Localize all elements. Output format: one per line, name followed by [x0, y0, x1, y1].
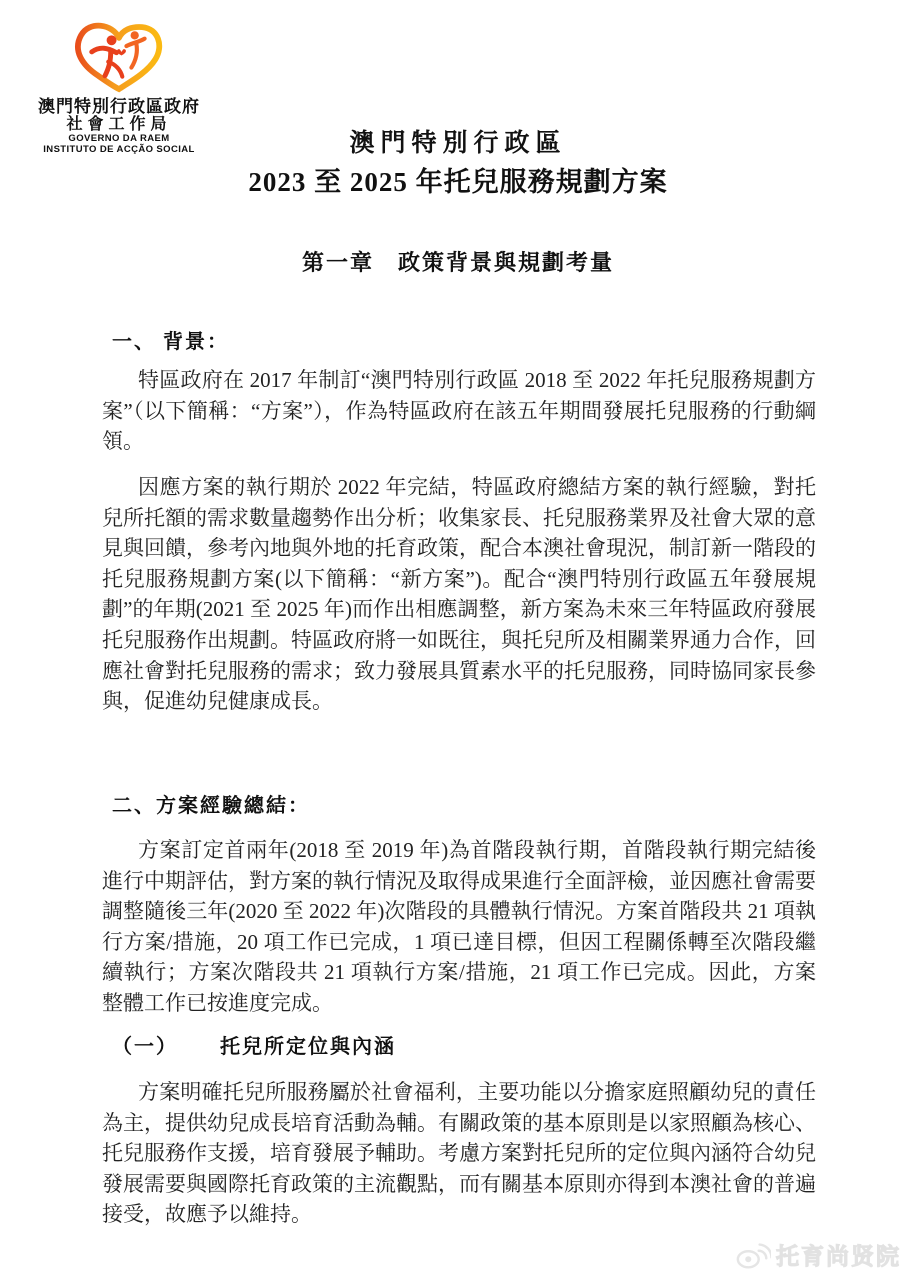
org-name-portuguese-line1: GOVERNO DA RAEM — [68, 133, 170, 144]
document-title — [100, 128, 816, 199]
section-heading-background: 一、 背景： — [112, 331, 229, 353]
org-name-chinese-line1: 澳門特別行政區政府 — [38, 97, 200, 116]
ias-heart-logo-icon — [69, 18, 169, 94]
document-title-line1: 澳門特別行政區 — [349, 130, 567, 157]
paragraph-positioning: 方案明確托兒所服務屬於社會福利，主要功能以分擔家庭照顧幼兒的責任為主，提供幼兒成長培育活動為輔。有關政策的基本原則是以家照顧為核心、托兒服務作支援，培育發展予輔助。考慮方案對托兒所的定位與內涵符合幼兒發展需要與國際托育政策的主流觀點，而有關基本原則亦得到本澳社會的普遍接受，故應予以維持。 — [102, 1080, 816, 1227]
chapter-heading: 第一章 政策背景與規劃考量 — [301, 250, 614, 275]
watermark-label: 托育尚贤院 — [776, 1243, 901, 1269]
subsection-title: 托兒所定位與內涵 — [220, 1036, 396, 1058]
weibo-icon — [735, 1240, 771, 1270]
paragraph-experience-summary: 方案訂定首兩年(2018 至 2019 年)為首階段執行期，首階段執行期完結後進行中期評估，對方案的執行情況及取得成果進行全面評檢，並因應社會需要調整隨後三年(2020 至 2022 年)次階段的具體執行情況。方案首階段共 21 項執行方案/措施，20 項工作已完成，1 項已達目標，但因工程關係轉至次階段繼續執行；方案次階段共 21 項執行方案/措施，21 項工作已完成。因此，方案整體工作已按進度完成。 — [102, 838, 816, 1015]
org-name-portuguese-line2: INSTITUTO DE ACÇÃO SOCIAL — [43, 144, 195, 155]
section-heading-experience-summary: 二、方案經驗總結： — [112, 795, 310, 817]
watermark — [735, 1238, 901, 1271]
subsection-heading-positioning — [112, 1030, 396, 1059]
document-title-line2: 2023 至 2025 年托兒服務規劃方案 — [248, 167, 668, 197]
paragraph-background-2: 因應方案的執行期於 2022 年完結，特區政府總結方案的執行經驗，對托兒所托額的需求數量趨勢作出分析；收集家長、托兒服務業界及社會大眾的意見與回饋，參考內地與外地的托育政策，配合本澳社會現況，制訂新一階段的托兒服務規劃方案(以下簡稱：“新方案”)。配合“澳門特別行政區五年發展規劃”的年期(2021 至 2025 年)而作出相應調整，新方案為未來三年特區政府發展托兒服務作出規劃。特區政府將一如既往，與托兒所及相關業界通力合作，回應社會對托兒服務的需求；致力發展具質素水平的托兒服務，同時協同家長參與，促進幼兒健康成長。 — [102, 475, 816, 714]
paragraph-background-1: 特區政府在 2017 年制訂“澳門特別行政區 2018 至 2022 年托兒服務規劃方案”（以下簡稱：“方案”），作為特區政府在該五年期間發展托兒服務的行動綱領。 — [102, 368, 816, 454]
org-name-chinese-line2: 社會工作局 — [66, 116, 172, 133]
subsection-number: （一） — [112, 1036, 178, 1058]
